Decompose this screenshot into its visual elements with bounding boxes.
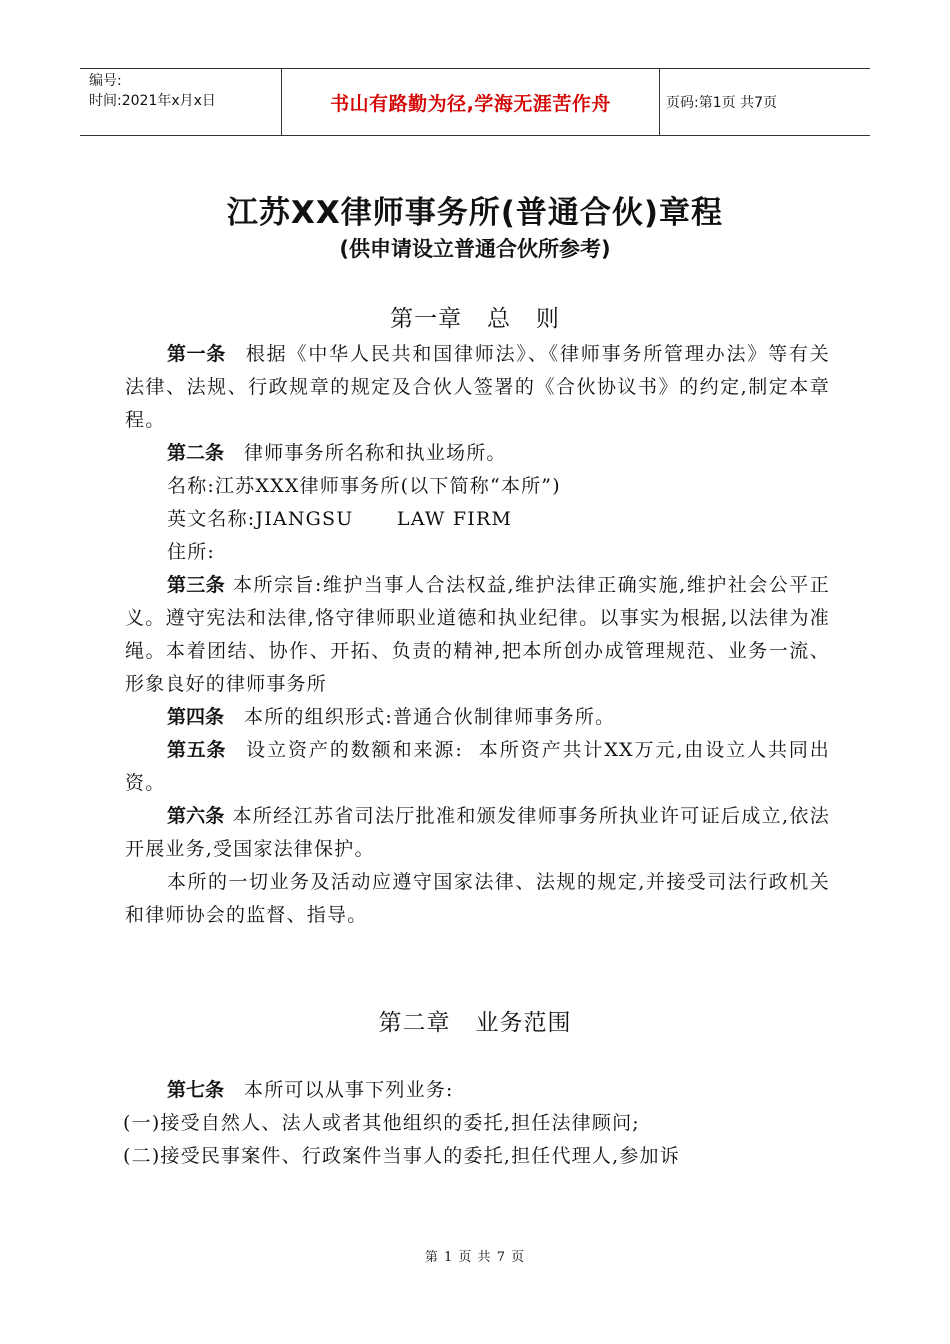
article-4 <box>125 701 830 734</box>
article-text: 设立资产的数额和来源: 本所资产共计XX万元,由设立人共同出资。 <box>125 739 830 794</box>
english-name-line: 英文名称:JIANGSU LAW FIRM <box>167 508 513 530</box>
article-text: 根据《中华人民共和国律师法》、《律师事务所管理办法》等有关法律、法规、行政规章的规定及合伙人签署的《合伙协议书》的约定,制定本章程。 <box>125 343 830 431</box>
chapter1-heading: 第一章 总 则 <box>390 306 560 332</box>
article-5 <box>125 734 830 800</box>
header-table <box>80 68 870 136</box>
list-item: (一)接受自然人、法人或者其他组织的委托,担任法律顾问; <box>123 1112 640 1134</box>
article-text: 律师事务所名称和执业场所。 <box>244 442 507 464</box>
article-text: 本所宗旨:维护当事人合法权益,维护法律正确实施,维护社会公平正义。遵守宪法和法律,恪守律师职业道德和执业纪律。以事实为根据,以法律为准绳。本着团结、协作、开拓、负责的精神,把本所创办成管理规范、业务一流、形象良好的律师事务所 <box>125 574 830 695</box>
firm-name-line: 名称:江苏XXX律师事务所(以下简称“本所”) <box>167 475 561 497</box>
chapter2-body <box>125 1074 830 1173</box>
article-label: 第二条 <box>167 442 225 464</box>
address-line: 住所: <box>167 541 216 563</box>
article-2 <box>125 437 830 470</box>
article-1 <box>125 338 830 437</box>
article-label: 第一条 <box>167 343 226 365</box>
page-footer: 第 1 页 共 7 页 <box>424 1250 526 1265</box>
time-label: 时间:2021年x月x日 <box>89 93 216 109</box>
article-6 <box>125 800 830 866</box>
article-text: 本所可以从事下列业务: <box>244 1079 454 1101</box>
article-label: 第六条 <box>167 805 225 827</box>
chapter2-heading: 第二章 业务范围 <box>378 1010 572 1036</box>
article-label: 第四条 <box>167 706 225 728</box>
header-page-code: 页码:第1页 共7页 <box>666 95 777 111</box>
document-subtitle: (供申请设立普通合伙所参考) <box>339 237 611 261</box>
header-info-cell <box>80 69 282 135</box>
article-text: 本所的组织形式:普通合伙制律师事务所。 <box>244 706 616 728</box>
article-7 <box>125 1074 830 1107</box>
document-title: 江苏XX律师事务所(普通合伙)章程 <box>226 195 724 231</box>
number-label: 编号: <box>89 73 122 89</box>
article-3 <box>125 569 830 701</box>
article-label: 第七条 <box>167 1079 225 1101</box>
list-item: (二)接受民事案件、行政案件当事人的委托,担任代理人,参加诉 <box>123 1145 680 1167</box>
chapter1-body <box>125 338 830 932</box>
header-motto: 书山有路勤为径,学海无涯苦作舟 <box>282 69 660 135</box>
article-label: 第三条 <box>167 574 225 596</box>
article-6-paragraph-2: 本所的一切业务及活动应遵守国家法律、法规的规定,并接受司法行政机关和律师协会的监督、指导。 <box>125 871 830 926</box>
article-label: 第五条 <box>167 739 227 761</box>
article-text: 本所经江苏省司法厅批准和颁发律师事务所执业许可证后成立,依法开展业务,受国家法律保护。 <box>125 805 830 860</box>
